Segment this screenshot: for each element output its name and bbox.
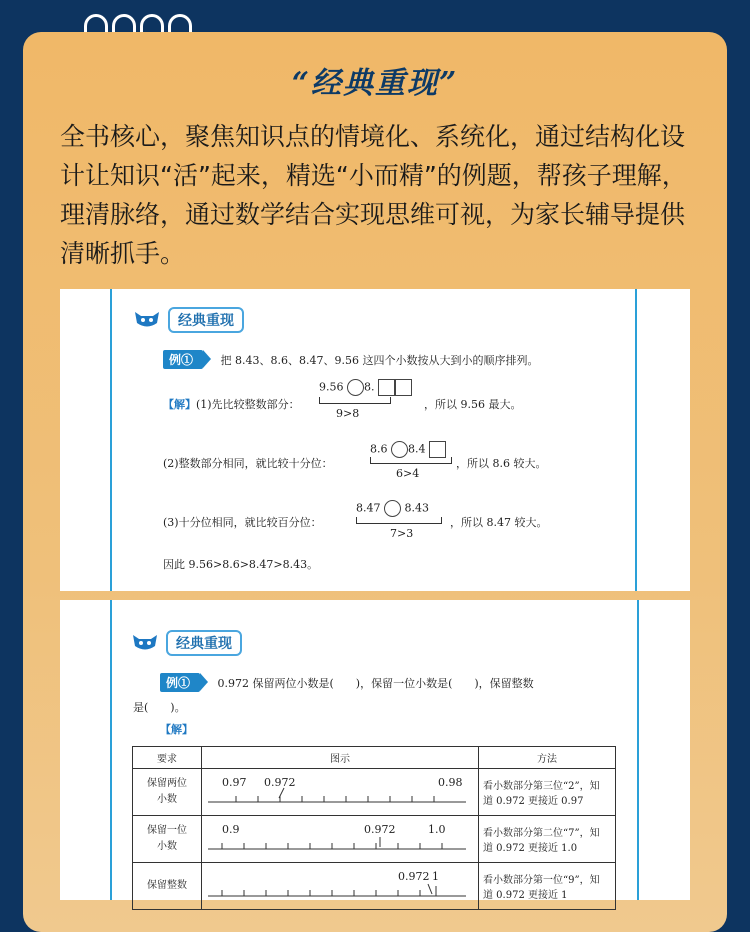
method-text: 看小数部分第三位“2”，知 [483, 781, 600, 792]
column-header: 方法 [479, 747, 616, 769]
line-label: 0.972 [264, 776, 296, 789]
step2-text: (2)整数部分相同，就比较十分位： [163, 457, 333, 470]
number-line-axis [206, 866, 468, 906]
intro-text: 全书核心，聚焦知识点的情境化、系统化，通过结构化设计让知识“活”起来，精选“小而精”的例题，帮孩子理解，理清脉络，通过数学结合实现思维可视，为家长辅导提供清晰抓手。 [60, 122, 687, 268]
method-cell [479, 816, 616, 863]
step3-under: 7>3 [390, 527, 414, 540]
step2-top [370, 441, 446, 458]
step1-top [319, 379, 412, 396]
cat-face-icon [132, 634, 158, 652]
req-text: 保留一位 [147, 825, 187, 836]
method-text: 道 0.972 更接近 1.0 [483, 843, 578, 854]
question-text: 把 8.43、8.6、8.47、9.56 这四个小数按从大到小的顺序排列。 [220, 354, 539, 367]
digit-box [429, 441, 446, 458]
table-row [133, 816, 616, 863]
line-label: 0.9 [222, 823, 240, 836]
number-line [206, 866, 468, 906]
line-label: 1.0 [428, 823, 446, 836]
table-row [133, 769, 616, 816]
line-label: 1 [432, 870, 439, 883]
number-line-axis [206, 819, 468, 859]
number-a: 8.6 [370, 442, 388, 456]
question-text: 0.972 保留两位小数是( )，保留一位小数是( )，保留整数 [217, 677, 534, 690]
method-text: 看小数部分第一位“9”，知 [483, 875, 600, 886]
number-line-cell [202, 769, 479, 816]
compare-circle [391, 441, 408, 458]
number-line-axis [206, 772, 468, 812]
req-text: 保留两位 [147, 778, 187, 789]
digit-box [395, 379, 412, 396]
number-b: 8.43 [404, 501, 429, 515]
step1-under: 9>8 [336, 407, 360, 420]
section-header [134, 307, 244, 333]
number-b: 8. [364, 380, 375, 394]
compare-circle [347, 379, 364, 396]
number-a: 8.47 [356, 501, 381, 515]
line-label: 0.97 [222, 776, 247, 789]
step1-line [163, 396, 300, 412]
step3-top [356, 500, 429, 517]
req-text: 保留整数 [147, 880, 187, 891]
method-text: 看小数部分第二位“7”，知 [483, 828, 600, 839]
line-label: 0.972 [398, 870, 430, 883]
compare-brace [370, 457, 452, 464]
requirement-cell [133, 863, 202, 910]
table-row [133, 863, 616, 910]
solution-label: 【解】 [163, 398, 196, 411]
question-line-2: 是( )。 [133, 701, 186, 714]
number-line-cell [202, 816, 479, 863]
step2-result: ，所以 8.6 较大。 [456, 457, 547, 470]
section-title: 经典重现 [168, 307, 244, 333]
example-badge: 例① [160, 673, 200, 692]
section-title: 经典重现 [166, 630, 242, 656]
step1-result: ，所以 9.56 最大。 [424, 398, 522, 411]
page-heading: “经典重现” [291, 66, 459, 101]
compare-brace [356, 517, 442, 524]
method-cell [479, 769, 616, 816]
req-text: 小数 [157, 841, 177, 852]
section-header [132, 630, 242, 656]
method-text: 道 0.972 更接近 0.97 [483, 796, 584, 807]
column-header: 要求 [133, 747, 202, 769]
number-a: 9.56 [319, 380, 344, 394]
method-text: 道 0.972 更接近 1 [483, 890, 568, 901]
number-b: 8.4 [408, 442, 426, 456]
number-line [206, 772, 468, 812]
conclusion-text: 因此 9.56>8.6>8.47>8.43。 [163, 558, 319, 571]
example-card-1 [60, 289, 690, 591]
requirement-cell [133, 816, 202, 863]
line-label: 0.972 [364, 823, 396, 836]
column-header: 图示 [202, 747, 479, 769]
question-line-1 [160, 673, 534, 692]
requirement-cell [133, 769, 202, 816]
example-card-2 [60, 600, 690, 900]
solution-label: 【解】 [160, 723, 193, 736]
method-table [132, 746, 616, 910]
example-line [163, 350, 538, 369]
req-text: 小数 [157, 794, 177, 805]
line-label: 0.98 [438, 776, 463, 789]
number-line-cell [202, 863, 479, 910]
cat-face-icon [134, 311, 160, 329]
method-cell [479, 863, 616, 910]
compare-circle [384, 500, 401, 517]
step2-under: 6>4 [396, 467, 420, 480]
step-text: (1)先比较整数部分： [196, 398, 300, 411]
example-badge: 例① [163, 350, 203, 369]
step3-text: (3)十分位相同，就比较百分位： [163, 516, 322, 529]
number-line [206, 819, 468, 859]
digit-box [378, 379, 395, 396]
step3-result: ，所以 8.47 较大。 [450, 516, 548, 529]
compare-brace [319, 397, 391, 404]
table-header-row [133, 747, 616, 769]
